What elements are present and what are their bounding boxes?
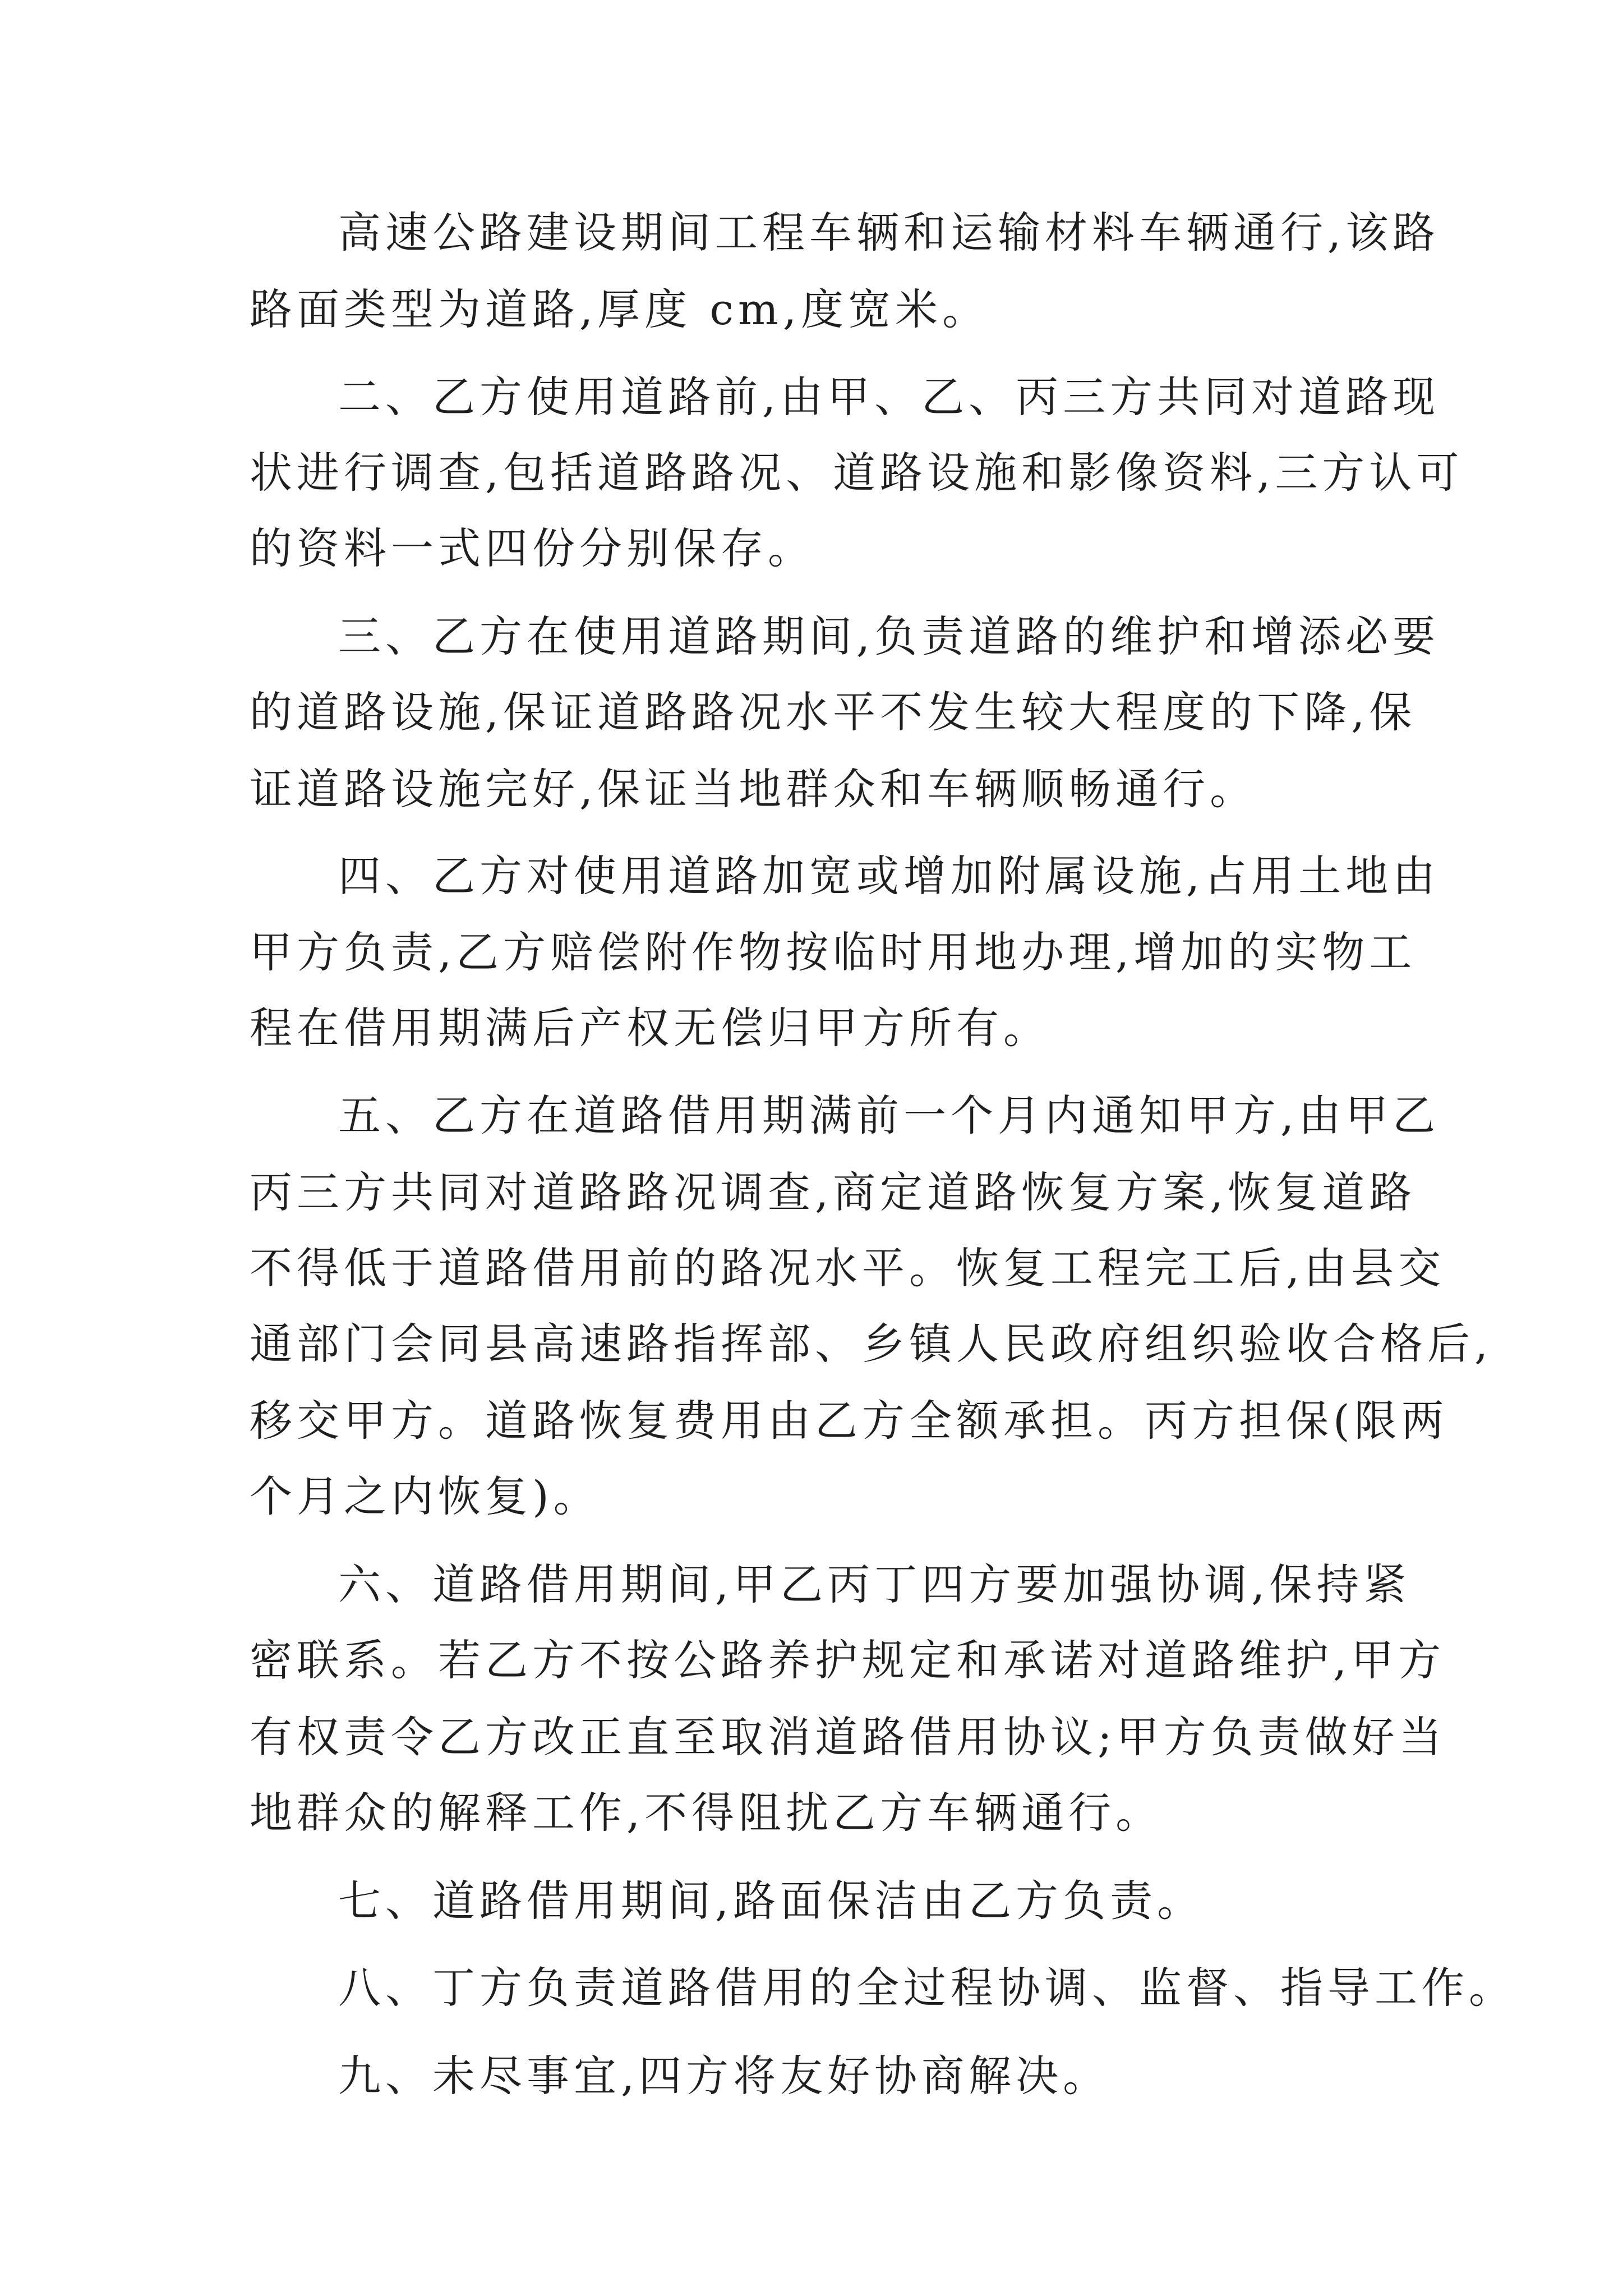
text-line: 甲方负责,乙方赔偿附作物按临时用地办理,增加的实物工	[250, 927, 1417, 977]
text-line: 移交甲方。道路恢复费用由乙方全额承担。丙方担保(限两	[250, 1396, 1449, 1446]
text-line: 八、丁方负责道路借用的全过程协调、监督、指导工作。	[338, 1963, 1516, 2013]
text-line: 九、未尽事宜,四方将友好协商解决。	[338, 2051, 1110, 2101]
text-line: 丙三方共同对道路路况调查,商定道路恢复方案,恢复道路	[250, 1167, 1417, 1217]
text-line: 密联系。若乙方不按公路养护规定和承诺对道路维护,甲方	[250, 1635, 1446, 1685]
text-line: 的道路设施,保证道路路况水平不发生较大程度的下降,保	[250, 687, 1417, 737]
text-line: 路面类型为道路,厚度 cm,度宽米。	[250, 284, 990, 334]
text-line: 个月之内恢复)。	[250, 1471, 601, 1521]
text-line: 五、乙方在道路借用期满前一个月内通知甲方,由甲乙	[338, 1091, 1440, 1140]
text-line: 不得低于道路借用前的路况水平。恢复工程完工后,由县交	[250, 1243, 1446, 1293]
text-line: 二、乙方使用道路前,由甲、乙、丙三方共同对道路现	[338, 372, 1440, 422]
text-line: 四、乙方对使用道路加宽或增加附属设施,占用土地由	[338, 851, 1440, 901]
text-line: 七、道路借用期间,路面保洁由乙方负责。	[338, 1876, 1205, 1926]
text-line: 地群众的解释工作,不得阻扰乙方车辆通行。	[250, 1788, 1163, 1838]
text-line: 证道路设施完好,保证当地群众和车辆顺畅通行。	[250, 764, 1257, 814]
text-line: 的资料一式四份分别保存。	[250, 523, 815, 573]
text-line: 通部门会同县高速路指挥部、乡镇人民政府组织验收合格后,	[250, 1319, 1493, 1369]
text-line: 六、道路借用期间,甲乙丙丁四方要加强协调,保持紧	[338, 1559, 1411, 1609]
text-line: 程在借用期满后产权无偿归甲方所有。	[250, 1003, 1050, 1053]
text-line: 有权责令乙方改正直至取消道路借用协议;甲方负责做好当	[250, 1712, 1446, 1762]
text-line: 三、乙方在使用道路期间,负责道路的维护和增添必要	[338, 611, 1440, 661]
text-line: 状进行调查,包括道路路况、道路设施和影像资料,三方认可	[250, 448, 1464, 498]
text-line: 高速公路建设期间工程车辆和运输材料车辆通行,该路	[338, 208, 1440, 257]
